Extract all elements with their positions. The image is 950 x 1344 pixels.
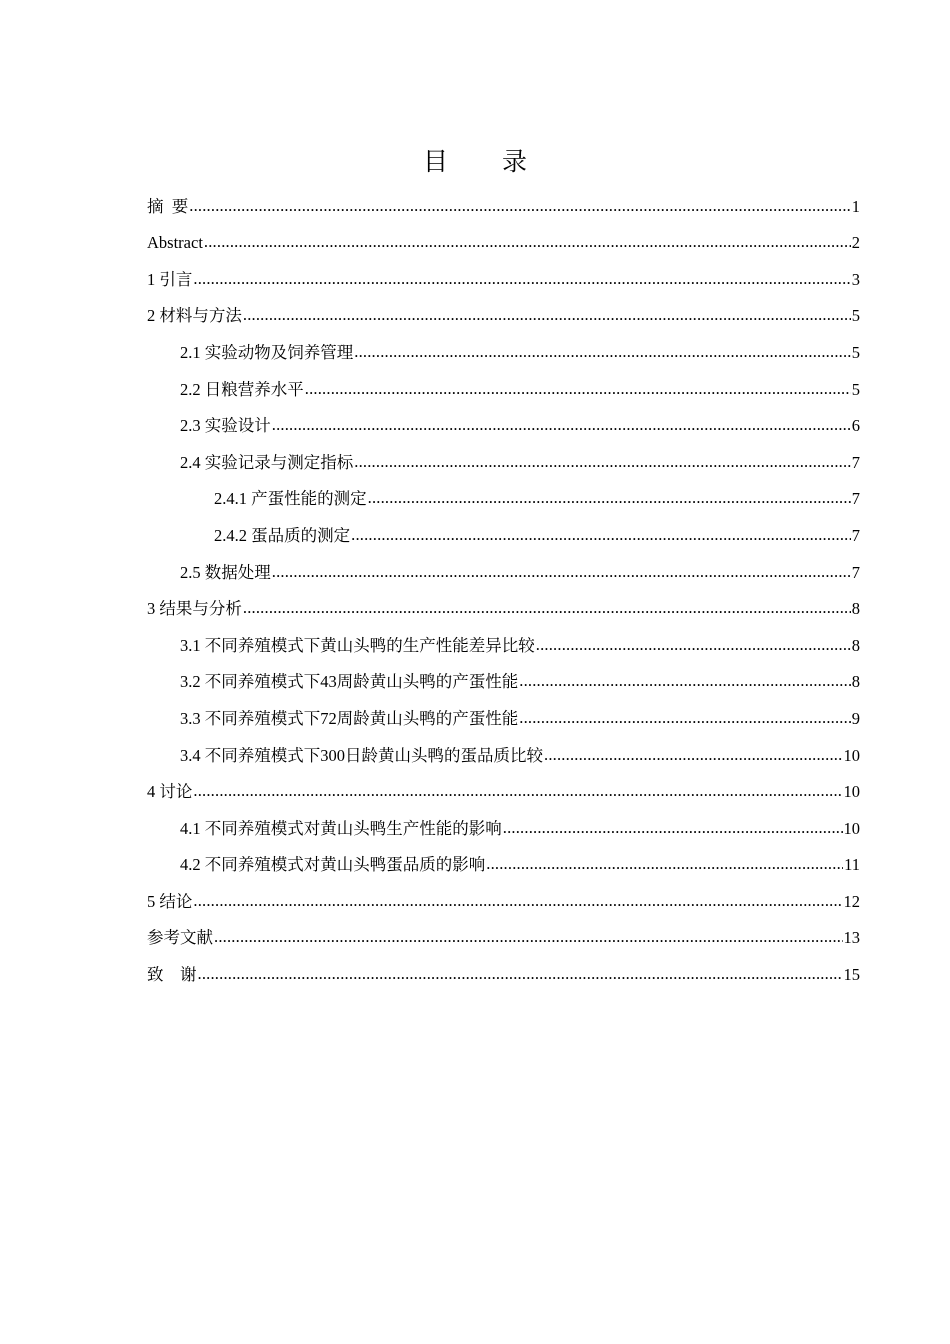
- toc-entry[interactable]: [147, 436, 860, 473]
- toc-entry[interactable]: [147, 912, 860, 949]
- toc-entry-label: 2.3 实验设计: [180, 416, 271, 436]
- toc-entry-page-number: 7: [851, 525, 860, 545]
- toc-entry-label: 4.2 不同养殖模式对黄山头鸭蛋品质的影响: [180, 855, 486, 875]
- toc-dot-leader: [354, 452, 851, 472]
- toc-entry-label: 3.2 不同养殖模式下43周龄黄山头鸭的产蛋性能: [180, 672, 519, 692]
- toc-entry-label: 2.5 数据处理: [180, 562, 271, 582]
- toc-entry[interactable]: [147, 363, 860, 400]
- toc-entry-label: 4 讨论: [147, 782, 193, 802]
- toc-entry[interactable]: [147, 509, 860, 546]
- toc-entry[interactable]: [147, 766, 860, 803]
- toc-entry[interactable]: [147, 217, 860, 254]
- toc-entry-label: 摘 要: [147, 196, 189, 216]
- toc-entry[interactable]: [147, 400, 860, 437]
- toc-dot-leader: [536, 635, 851, 655]
- toc-entry[interactable]: [147, 583, 860, 620]
- toc-entry-page-number: 5: [851, 306, 860, 326]
- toc-dot-leader: [272, 415, 851, 435]
- toc-entry-page-number: 2: [851, 233, 860, 253]
- toc-entry-page-number: 8: [851, 672, 860, 692]
- toc-entry-label: 致 谢: [147, 965, 197, 985]
- toc-entry-page-number: 6: [851, 416, 860, 436]
- toc-title-right: 录: [502, 149, 528, 176]
- toc-entry-page-number: 7: [851, 452, 860, 472]
- toc-entry-page-number: 10: [843, 745, 860, 765]
- toc-dot-leader: [519, 671, 851, 691]
- toc-entry[interactable]: [147, 253, 860, 290]
- toc-entry-label: 3 结果与分析: [147, 599, 242, 619]
- toc-entry-page-number: 7: [851, 562, 860, 582]
- toc-dot-leader: [486, 854, 843, 874]
- toc-entry-page-number: 8: [851, 599, 860, 619]
- toc-entry-label: 2 材料与方法: [147, 306, 242, 326]
- toc-dot-leader: [368, 488, 851, 508]
- toc-entry[interactable]: [147, 875, 860, 912]
- toc-entry-page-number: 8: [851, 635, 860, 655]
- toc-dot-leader: [193, 269, 850, 289]
- toc-entry[interactable]: [147, 948, 860, 985]
- toc-entry-page-number: 10: [843, 782, 860, 802]
- toc-dot-leader: [198, 964, 843, 984]
- toc-entry-page-number: 5: [851, 342, 860, 362]
- toc-dot-leader: [204, 232, 851, 252]
- toc-entry-page-number: 1: [851, 196, 860, 216]
- toc-entry-page-number: 13: [843, 928, 860, 948]
- toc-entry-page-number: 12: [843, 891, 860, 911]
- table-of-contents: [147, 180, 860, 985]
- toc-entry-label: 2.4.1 产蛋性能的测定: [214, 489, 367, 509]
- toc-dot-leader: [193, 891, 842, 911]
- toc-dot-leader: [243, 598, 851, 618]
- toc-entry-label: 5 结论: [147, 891, 193, 911]
- toc-entry-page-number: 5: [851, 379, 860, 399]
- toc-dot-leader: [544, 745, 843, 765]
- toc-entry-page-number: 7: [851, 489, 860, 509]
- toc-entry[interactable]: [147, 656, 860, 693]
- toc-title-left: 目: [422, 149, 448, 176]
- toc-entry-label: 2.1 实验动物及饲养管理: [180, 342, 354, 362]
- toc-entry-label: 2.4.2 蛋品质的测定: [214, 525, 351, 545]
- toc-entry[interactable]: [147, 180, 860, 217]
- toc-title: [0, 147, 950, 179]
- toc-dot-leader: [243, 305, 851, 325]
- toc-dot-leader: [193, 781, 842, 801]
- toc-entry[interactable]: [147, 290, 860, 327]
- toc-entry[interactable]: [147, 839, 860, 876]
- toc-dot-leader: [354, 342, 851, 362]
- toc-entry-page-number: 10: [843, 818, 860, 838]
- toc-entry-page-number: 15: [843, 965, 860, 985]
- toc-entry-label: 3.4 不同养殖模式下300日龄黄山头鸭的蛋品质比较: [180, 745, 543, 765]
- toc-entry-page-number: 11: [844, 855, 860, 875]
- toc-entry[interactable]: [147, 619, 860, 656]
- toc-dot-leader: [351, 525, 851, 545]
- toc-entry-label: Abstract: [147, 233, 203, 253]
- toc-dot-leader: [503, 818, 843, 838]
- toc-entry[interactable]: [147, 546, 860, 583]
- toc-entry[interactable]: [147, 326, 860, 363]
- toc-entry-label: 1 引言: [147, 269, 193, 289]
- toc-entry[interactable]: [147, 692, 860, 729]
- toc-dot-leader: [214, 927, 843, 947]
- toc-entry-label: 参考文献: [147, 928, 213, 948]
- toc-entry-page-number: 3: [851, 269, 860, 289]
- toc-dot-leader: [189, 196, 851, 216]
- toc-dot-leader: [305, 379, 851, 399]
- toc-entry[interactable]: [147, 802, 860, 839]
- toc-entry-label: 3.3 不同养殖模式下72周龄黄山头鸭的产蛋性能: [180, 708, 519, 728]
- toc-dot-leader: [519, 708, 851, 728]
- toc-entry-label: 4.1 不同养殖模式对黄山头鸭生产性能的影响: [180, 818, 502, 838]
- toc-entry-label: 3.1 不同养殖模式下黄山头鸭的生产性能差异比较: [180, 635, 535, 655]
- toc-entry-label: 2.2 日粮营养水平: [180, 379, 304, 399]
- toc-entry[interactable]: [147, 473, 860, 510]
- toc-entry-page-number: 9: [851, 708, 860, 728]
- toc-entry[interactable]: [147, 729, 860, 766]
- toc-entry-label: 2.4 实验记录与测定指标: [180, 452, 354, 472]
- toc-dot-leader: [272, 562, 851, 582]
